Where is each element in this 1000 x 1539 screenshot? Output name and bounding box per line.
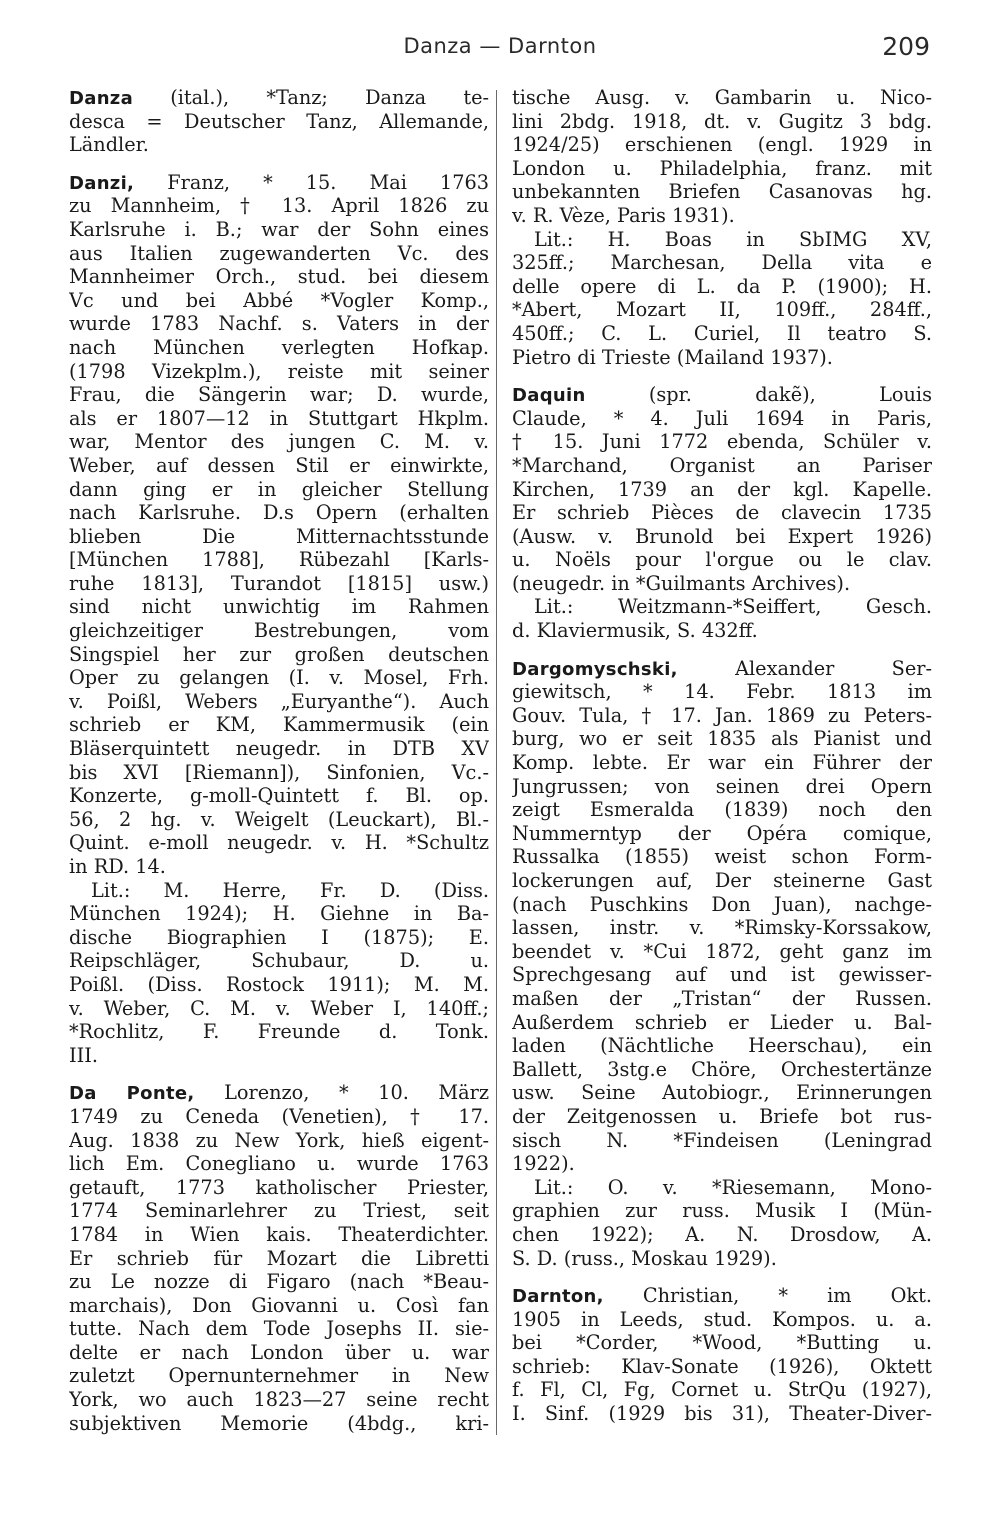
line-text: London u. Philadelphia, franz. mit (512, 156, 932, 180)
text-line (512, 1105, 932, 1129)
text-line (69, 407, 489, 431)
line-text: Mannheimer Orch., stud. bei diesem (69, 265, 489, 289)
line-text: Reipschläger, Schubaur, D. u. (69, 949, 489, 973)
text-line (69, 1081, 489, 1105)
line-text: aus Italien zugewanderten Vc. des (69, 241, 489, 265)
line-text: Oper zu gelangen (I. v. Mosel, Frh. (69, 666, 489, 690)
text-line (69, 1199, 489, 1223)
line-text: Frau, die Sängerin war; D. wurde, (69, 383, 489, 407)
entry-headword: Daquin (512, 385, 586, 407)
line-text: tutte. Nach dem Tode Josephs II. sie- (69, 1317, 489, 1341)
line-text: Singspiel her zur großen deutschen (69, 642, 489, 666)
text-line (69, 1129, 489, 1153)
text-line (69, 949, 489, 973)
text-line (512, 251, 932, 275)
text-line (512, 180, 932, 204)
line-text: Poißl. (Diss. Rostock 1911); M. M. (69, 972, 489, 996)
entry-headword: Danzi, (69, 172, 135, 194)
text-line (512, 204, 932, 228)
line-text: Russalka (1855) weist schon Form- (512, 845, 932, 869)
entry-separator (512, 369, 932, 383)
line-text: † 15. Juni 1772 ebenda, Schüler v. (512, 430, 932, 454)
line-text: S. D. (russ., Moskau 1929). (512, 1246, 777, 1270)
entry-headword: Danza (69, 88, 134, 109)
text-line (512, 893, 932, 917)
line-text: [München 1788], Rübezahl [Karls- (69, 548, 489, 572)
line-text: Pietro di Trieste (Mailand 1937). (512, 345, 833, 369)
text-line (512, 822, 932, 846)
line-text: nach Karlsruhe. D.s Opern (erhalten (69, 501, 489, 525)
line-text: Vc und bei Abbé *Vogler Komp., (69, 288, 489, 312)
text-line (69, 218, 489, 242)
text-line (69, 690, 489, 714)
text-line (512, 1081, 932, 1105)
line-text: *Rochlitz, F. Freunde d. Tonk. (69, 1020, 489, 1044)
line-text: 1924/25) erschienen (engl. 1929 in (512, 133, 932, 157)
line-text: sisch N. *Findeisen (Leningrad (512, 1128, 932, 1152)
text-line (69, 289, 489, 313)
text-line (512, 845, 932, 869)
line-text: (nach Puschkins Don Juan), nachge- (512, 892, 932, 916)
line-text: Claude, * 4. Juli 1694 in Paris, (512, 406, 932, 430)
text-line (69, 133, 489, 157)
text-line (69, 478, 489, 502)
running-head: Danza — Darnton (403, 34, 597, 58)
line-text: 1749 zu Ceneda (Venetien), † 17. (69, 1104, 489, 1128)
line-text: unbekannten Briefen Casanovas hg. (512, 180, 932, 204)
line-text: nach München verlegten Hofkap. (69, 335, 489, 359)
text-line (69, 1152, 489, 1176)
text-line (512, 1247, 932, 1271)
text-line (69, 1044, 489, 1068)
text-line (69, 1412, 489, 1436)
line-text: zuletzt Opernunternehmer in New (69, 1364, 489, 1388)
line-text: der Zeitgenossen u. Briefe bot rus- (512, 1104, 932, 1128)
line-text: in RD. 14. (69, 855, 166, 878)
line-text: 1774 Seminarlehrer zu Triest, seit (69, 1199, 489, 1223)
text-line (512, 869, 932, 893)
line-text: delle opere di L. da P. (1900); H. (512, 274, 932, 298)
line-text: bis XVI [Riemann]), Sinfonien, Vc.- (69, 760, 489, 784)
line-text: sind nicht unwichtig im Rahmen (69, 595, 489, 619)
text-line (512, 430, 932, 454)
text-line (512, 680, 932, 704)
text-line (512, 727, 932, 751)
text-line (69, 312, 489, 336)
line-text: 56, 2 hg. v. Weigelt (Leuckart), Bl.- (69, 807, 489, 831)
text-line (512, 525, 932, 549)
entry-headword: Da Ponte, (69, 1083, 195, 1105)
line-text: Bläserquintett neugedr. in DTB XV (69, 737, 489, 761)
text-line (69, 194, 489, 218)
text-line (69, 1364, 489, 1388)
line-text: *Abert, Mozart II, 109ff., 284ff., (512, 298, 932, 322)
line-text: u. Noëls pour l'orgue ou le clav. (512, 548, 932, 572)
text-line (69, 902, 489, 926)
text-line (512, 1176, 932, 1200)
text-line (512, 940, 932, 964)
text-line (512, 1199, 932, 1223)
line-text: Kirchen, 1739 an der kgl. Kapelle. (512, 477, 932, 501)
text-line (512, 963, 932, 987)
text-line (69, 1270, 489, 1294)
line-text: bei *Corder, *Wood, *Butting u. (512, 1331, 932, 1355)
text-line (512, 1378, 932, 1402)
line-text: (neugedr. in *Guilmants Archives). (512, 571, 851, 595)
text-line (512, 987, 932, 1011)
text-line (512, 751, 932, 775)
text-line (69, 265, 489, 289)
text-line (69, 831, 489, 855)
text-line (69, 595, 489, 619)
left-column (69, 86, 489, 1435)
text-line (512, 775, 932, 799)
line-text: Ballett, 3stg.e Chöre, Orchestertänze (512, 1057, 932, 1081)
line-text: Alexander Ser- (677, 656, 932, 680)
text-line (69, 525, 489, 549)
text-line (512, 407, 932, 431)
text-line (512, 619, 932, 643)
text-line (69, 336, 489, 360)
line-text: *Marchand, Organist an Pariser (512, 453, 932, 477)
text-line (512, 1308, 932, 1332)
line-text: giewitsch, * 14. Febr. 1813 im (512, 680, 932, 704)
line-text: (1798 Vizekplm.), reiste mit seiner (69, 359, 489, 383)
line-text: wurde 1783 Nachf. s. Vaters in der (69, 312, 489, 336)
line-text: (ital.), *Tanz; Danza te- (133, 86, 489, 109)
line-text: Lit.: O. v. *Riesemann, Mono- (534, 1175, 932, 1199)
text-line (512, 322, 932, 346)
line-text: beendet v. *Cui 1872, geht ganz im (512, 939, 932, 963)
column-divider (496, 90, 497, 1435)
text-line (69, 171, 489, 195)
text-line (69, 1341, 489, 1365)
page-number: 209 (882, 32, 930, 61)
line-text: als er 1807—12 in Stuttgart Hkplm. (69, 406, 489, 430)
line-text: ruhe 1813], Turandot [1815] usw.) (69, 571, 489, 595)
entry-separator (512, 1270, 932, 1284)
text-line (512, 346, 932, 370)
text-line (512, 133, 932, 157)
line-text: desca = Deutscher Tanz, Allemande, (69, 109, 489, 133)
text-line (69, 383, 489, 407)
line-text: Quint. e-moll neugedr. v. H. *Schultz (69, 831, 489, 855)
text-line (512, 657, 932, 681)
line-text: f. Fl, Cl, Fg, Cornet u. StrQu (1927), (512, 1378, 932, 1402)
text-line (69, 737, 489, 761)
text-line (512, 572, 932, 596)
entry-separator (512, 643, 932, 657)
line-text: lockerungen auf, Der steinerne Gast (512, 869, 932, 892)
line-text: burg, wo er seit 1835 als Pianist und (512, 727, 932, 751)
text-line (512, 595, 932, 619)
text-line (512, 704, 932, 728)
text-line (512, 1402, 932, 1426)
line-text: Lit.: H. Boas in SbIMG XV, (534, 227, 932, 251)
line-text: 450ff.; C. L. Curiel, Il teatro S. (512, 321, 932, 345)
line-text: graphien zur russ. Musik I (Mün- (512, 1199, 932, 1223)
line-text: d. Klaviermusik, S. 432ff. (512, 619, 758, 643)
line-text: Komp. lebte. Er war ein Führer der (512, 751, 932, 775)
line-text: Sprechgesang auf und ist gewisser- (512, 963, 932, 987)
text-line (69, 666, 489, 690)
line-text: Karlsruhe i. B.; war der Sohn eines (69, 217, 489, 241)
line-text: tische Ausg. v. Gambarin u. Nico- (512, 86, 932, 109)
line-text: 1905 in Leeds, stud. Kompos. u. a. (512, 1307, 932, 1331)
line-text: v. Poißl, Webers „Euryanthe“). Auch (69, 689, 489, 713)
text-line (512, 1058, 932, 1082)
text-line (512, 1011, 932, 1035)
text-line (69, 1247, 489, 1271)
line-text: blieben Die Mitternachtsstunde (69, 524, 489, 548)
text-line (69, 784, 489, 808)
text-line (69, 430, 489, 454)
text-line (69, 1176, 489, 1200)
entry-headword: Dargomyschski, (512, 658, 678, 680)
line-text: Er schrieb für Mozart die Libretti (69, 1246, 489, 1270)
text-line (69, 86, 489, 110)
text-line (69, 501, 489, 525)
line-text: gleichzeitiger Bestrebungen, vom (69, 619, 489, 643)
text-line (69, 1294, 489, 1318)
text-line (512, 86, 932, 110)
line-text: dische Biographien I (1875); E. (69, 925, 489, 949)
text-line (512, 478, 932, 502)
line-text: Weber, auf dessen Stil er einwirkte, (69, 453, 489, 477)
right-column (512, 86, 932, 1426)
line-text: lini 2bdg. 1918, dt. v. Gugitz 3 bdg. (512, 109, 932, 133)
text-line (512, 1355, 932, 1379)
line-text: usw. Seine Autobiogr., Erinnerungen (512, 1081, 932, 1105)
text-line (69, 110, 489, 134)
text-line (69, 572, 489, 596)
text-line (512, 916, 932, 940)
line-text: (spr. dakẽ), Louis (585, 383, 932, 407)
line-text: schrieb er KM, Kammermusik (ein (69, 713, 489, 737)
line-text: III. (69, 1043, 98, 1067)
line-text: zeigt Esmeralda (1839) noch den (512, 798, 932, 822)
line-text: (Ausw. v. Brunold bei Expert 1926) (512, 524, 932, 548)
line-text: Außerdem schrieb er Lieder u. Bal- (512, 1010, 932, 1034)
text-line (69, 548, 489, 572)
text-line (512, 383, 932, 407)
text-line (512, 1284, 932, 1308)
line-text: marchais), Don Giovanni u. Così fan (69, 1293, 489, 1317)
entry-separator (69, 157, 489, 171)
text-line (512, 501, 932, 525)
text-line (512, 110, 932, 134)
entry-headword: Darnton, (512, 1286, 604, 1308)
line-text: York, wo auch 1823—27 seine recht (69, 1388, 489, 1412)
line-text: chen 1922); A. N. Drosdow, A. (512, 1222, 932, 1246)
line-text: laden (Nächtliche Heerschau), ein (512, 1034, 932, 1058)
text-line (512, 1223, 932, 1247)
text-line (69, 855, 489, 879)
line-text: v. Weber, C. M. v. Weber I, 140ff.; (69, 996, 489, 1020)
line-text: getauft, 1773 katholischer Priester, (69, 1175, 489, 1199)
text-line (69, 1105, 489, 1129)
text-line (69, 619, 489, 643)
line-text: lich Em. Conegliano u. wurde 1763 (69, 1152, 489, 1176)
line-text: subjektiven Memorie (4bdg., kri- (69, 1411, 489, 1435)
line-text: dann ging er in gleicher Stellung (69, 477, 489, 501)
line-text: I. Sinf. (1929 bis 31), Theater-Diver- (512, 1402, 932, 1426)
line-text: war, Mentor des jungen C. M. v. (69, 430, 489, 454)
line-text: zu Mannheim, † 13. April 1826 zu (69, 194, 489, 218)
line-text: schrieb: Klav-Sonate (1926), Oktett (512, 1354, 932, 1378)
text-line (69, 1020, 489, 1044)
line-text: Jungrussen; von seinen drei Opern (512, 774, 932, 798)
line-text: 325ff.; Marchesan, Della vita e (512, 251, 932, 275)
line-text: Konzerte, g-moll-Quintett f. Bl. op. (69, 784, 489, 808)
line-text: Franz, * 15. Mai 1763 (134, 170, 489, 194)
text-line (69, 1223, 489, 1247)
text-line (69, 643, 489, 667)
text-line (512, 454, 932, 478)
text-line (69, 808, 489, 832)
line-text: Lit.: M. Herre, Fr. D. (Diss. (91, 878, 489, 902)
line-text: 1784 in Wien kais. Theaterdichter. (69, 1222, 489, 1246)
line-text: Christian, * im Okt. (603, 1284, 932, 1308)
line-text: Er schrieb Pièces de clavecin 1735 (512, 501, 932, 525)
text-line (69, 761, 489, 785)
line-text: zu Le nozze di Figaro (nach *Beau- (69, 1270, 489, 1294)
line-text: maßen der „Tristan“ der Russen. (512, 986, 932, 1010)
line-text: Lit.: Weitzmann-*Seiffert, Gesch. (534, 595, 932, 619)
text-line (69, 879, 489, 903)
entry-separator (69, 1067, 489, 1081)
line-text: Gouv. Tula, † 17. Jan. 1869 zu Peters- (512, 703, 932, 727)
text-line (512, 157, 932, 181)
line-text: Nummerntyp der Opéra comique, (512, 821, 932, 845)
line-text: 1922). (512, 1152, 575, 1176)
text-line (69, 1317, 489, 1341)
line-text: v. R. Vèze, Paris 1931). (512, 203, 735, 227)
text-line (69, 242, 489, 266)
text-line (512, 228, 932, 252)
line-text: Lorenzo, * 10. März (194, 1081, 489, 1105)
text-line (69, 713, 489, 737)
text-line (512, 1034, 932, 1058)
text-line (69, 997, 489, 1021)
text-line (512, 1152, 932, 1176)
text-line (512, 548, 932, 572)
text-line (69, 360, 489, 384)
text-line (69, 926, 489, 950)
text-line (69, 454, 489, 478)
text-line (512, 1129, 932, 1153)
text-line (512, 1331, 932, 1355)
text-line (69, 973, 489, 997)
text-line (69, 1388, 489, 1412)
line-text: München 1924); H. Giehne in Ba- (69, 902, 489, 926)
text-line (512, 298, 932, 322)
line-text: delte er nach London über u. war (69, 1340, 489, 1364)
line-text: Aug. 1838 zu New York, hieß eigent- (69, 1128, 489, 1152)
text-line (512, 798, 932, 822)
line-text: Ländler. (69, 133, 149, 157)
line-text: lassen, instr. v. *Rimsky-Korssakow, (512, 916, 932, 940)
text-line (512, 275, 932, 299)
